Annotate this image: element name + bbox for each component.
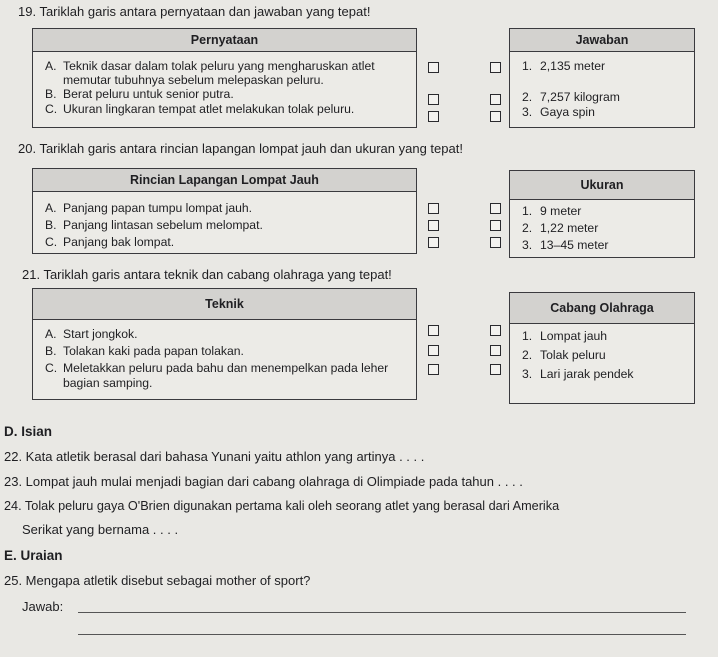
q19-row-b-letter: B. [45, 87, 57, 101]
q21-row-b [33, 344, 416, 361]
q21-left-header: Teknik [33, 289, 416, 320]
q20-right-checkbox-1[interactable] [490, 203, 501, 214]
q20-size-2-num: 2. [522, 221, 533, 235]
q21-row-a [33, 327, 416, 344]
q19-row-c-letter: C. [45, 102, 58, 116]
q20-right-checkbox-2[interactable] [490, 220, 501, 231]
q24-text-line2: Serikat yang bernama . . . . [22, 522, 179, 537]
q19-left-checkbox-c[interactable] [428, 111, 439, 122]
q19-answer-3-text: Gaya spin [540, 105, 595, 119]
q21-sport-1-text: Lompat jauh [540, 329, 608, 343]
q21-sport-1-num: 1. [522, 329, 533, 343]
q21-right-checkbox-1[interactable] [490, 325, 501, 336]
q19-row-b [33, 87, 416, 102]
q19-answer-2-num: 2. [522, 90, 533, 104]
q20-right-header: Ukuran [510, 171, 694, 200]
q20-size-2-text: 1,22 meter [540, 221, 599, 235]
q19-right-checkbox-2[interactable] [490, 94, 501, 105]
q19-right-header: Jawaban [510, 29, 694, 52]
q21-left-checkbox-a[interactable] [428, 325, 439, 336]
q19-row-c [33, 102, 416, 117]
q20-left-checkbox-c[interactable] [428, 237, 439, 248]
q20-size-2 [510, 221, 694, 238]
q20-size-1-num: 1. [522, 204, 533, 218]
q21-left-checkbox-b[interactable] [428, 345, 439, 356]
q21-sport-3-text: Lari jarak pendek [540, 367, 634, 381]
q20-row-a-letter: A. [45, 201, 57, 215]
q22-text: 22. Kata atletik berasal dari bahasa Yunani yaitu athlon yang artinya . . . . [4, 449, 425, 464]
q21-sport-3 [510, 367, 694, 386]
q20-row-c-letter: C. [45, 235, 58, 249]
q20-size-3-text: 13–45 meter [540, 238, 609, 252]
q21-sport-2-num: 2. [522, 348, 533, 362]
q21-sport-2 [510, 348, 694, 367]
q20-size-3-num: 3. [522, 238, 533, 252]
q20-size-3 [510, 238, 694, 255]
q21-title: 21. Tariklah garis antara teknik dan cabang olahraga yang tepat! [22, 267, 392, 282]
q20-row-b-letter: B. [45, 218, 57, 232]
q19-right-checkbox-1[interactable] [490, 62, 501, 73]
q19-row-a-letter: A. [45, 59, 57, 73]
q19-right-checkbox-3[interactable] [490, 111, 501, 122]
q19-answer-3-num: 3. [522, 105, 533, 119]
q19-row-a [33, 59, 416, 87]
q20-size-table [509, 170, 695, 258]
q20-title: 20. Tariklah garis antara rincian lapangan lompat jauh dan ukuran yang tepat! [18, 141, 463, 156]
q20-row-a [33, 201, 416, 218]
q19-row-c-text: Ukuran lingkaran tempat atlet melakukan tolak peluru. [63, 102, 355, 116]
q20-row-b [33, 218, 416, 235]
q23-text: 23. Lompat jauh mulai menjadi bagian dari cabang olahraga di Olimpiade pada tahun . . . . [4, 474, 523, 489]
q21-sport-2-text: Tolak peluru [540, 348, 606, 362]
q20-left-checkbox-b[interactable] [428, 220, 439, 231]
q19-statement-table [32, 28, 417, 128]
q19-answer-1-text: 2,135 meter [540, 59, 606, 73]
answer-line-2[interactable] [78, 634, 686, 635]
q19-row-a-text: Teknik dasar dalam tolak peluru yang mengharuskan atlet memutar tubuhnya sebelum melepaskan peluru. [63, 59, 375, 87]
q21-left-checkbox-c[interactable] [428, 364, 439, 375]
q21-right-checkbox-2[interactable] [490, 345, 501, 356]
q19-title: 19. Tariklah garis antara pernyataan dan jawaban yang tepat! [18, 4, 371, 19]
q20-row-c [33, 235, 416, 252]
q20-size-1-text: 9 meter [540, 204, 582, 218]
q21-technique-table [32, 288, 417, 400]
q19-answer-table [509, 28, 695, 128]
q19-row-b-text: Berat peluru untuk senior putra. [63, 87, 234, 101]
q21-row-b-letter: B. [45, 344, 57, 358]
q20-left-header: Rincian Lapangan Lompat Jauh [33, 169, 416, 192]
q25-text: 25. Mengapa atletik disebut sebagai mother of sport? [4, 573, 311, 588]
q20-row-a-text: Panjang papan tumpu lompat jauh. [63, 201, 253, 215]
q19-left-header: Pernyataan [33, 29, 416, 52]
q21-row-c-text: Meletakkan peluru pada bahu dan menempelkan pada leher bagian samping. [63, 361, 389, 390]
q19-left-checkbox-a[interactable] [428, 62, 439, 73]
q19-answer-3 [510, 105, 694, 120]
q20-left-checkbox-a[interactable] [428, 203, 439, 214]
q21-right-header: Cabang Olahraga [510, 293, 694, 324]
q21-row-c [33, 361, 416, 391]
q21-row-c-letter: C. [45, 361, 58, 375]
answer-line-1[interactable] [78, 612, 686, 613]
q21-row-b-text: Tolakan kaki pada papan tolakan. [63, 344, 244, 358]
q21-row-a-text: Start jongkok. [63, 327, 138, 341]
section-d-heading: D. Isian [4, 424, 53, 439]
q19-answer-2 [510, 90, 694, 105]
answer-label: Jawab: [22, 599, 64, 614]
q19-answer-1-num: 1. [522, 59, 533, 73]
q20-detail-table [32, 168, 417, 254]
q19-answer-1 [510, 59, 694, 90]
q20-right-checkbox-3[interactable] [490, 237, 501, 248]
q20-row-b-text: Panjang lintasan sebelum melompat. [63, 218, 263, 232]
q21-right-checkbox-3[interactable] [490, 364, 501, 375]
q19-left-checkbox-b[interactable] [428, 94, 439, 105]
q24-text-line1: 24. Tolak peluru gaya O'Brien digunakan pertama kali oleh seorang atlet yang berasal dari Amerika [4, 499, 560, 513]
q21-row-a-letter: A. [45, 327, 57, 341]
section-e-heading: E. Uraian [4, 548, 63, 563]
q21-sport-3-num: 3. [522, 367, 533, 381]
q21-sport-1 [510, 329, 694, 348]
q20-size-1 [510, 204, 694, 221]
q19-answer-2-text: 7,257 kilogram [540, 90, 620, 104]
q20-row-c-text: Panjang bak lompat. [63, 235, 175, 249]
q21-sport-table [509, 292, 695, 404]
